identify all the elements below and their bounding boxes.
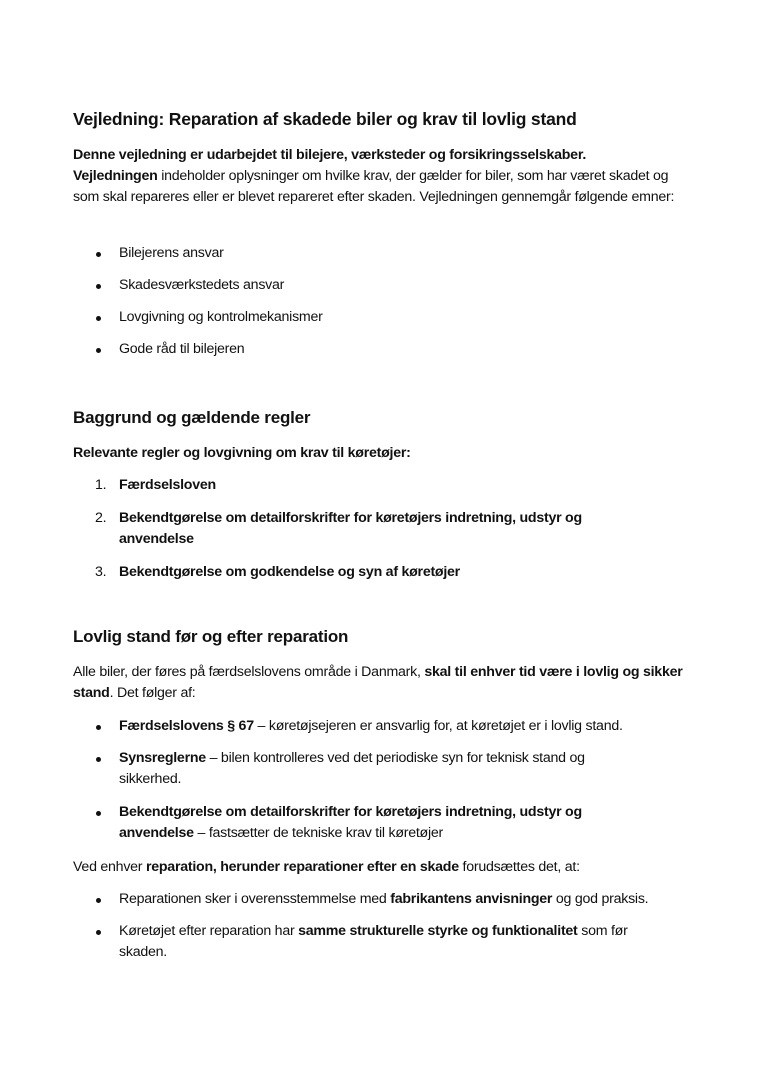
legal-paragraph: [73, 662, 688, 704]
rule-number: 1.: [95, 477, 107, 493]
source-text: [119, 748, 639, 790]
text-run-bold: skal til enhver tid være i lovlig og sikker stand: [73, 664, 683, 701]
rule-text: Bekendtgørelse om detailforskrifter for køretøjers indretning, udstyr og anvendelse: [119, 510, 582, 547]
text-run: . Det følger af:: [109, 685, 196, 701]
source-description: – bilen kontrolleres ved det periodiske syn for teknisk stand og sikkerhed.: [119, 750, 585, 787]
repair-paragraph: [73, 857, 693, 878]
source-title: Færdselslovens § 67: [119, 718, 254, 734]
text-run-bold: reparation, herunder reparationer efter en skade: [145, 859, 459, 875]
condition-text: [119, 889, 709, 910]
rule-number: 3.: [95, 564, 107, 580]
rule-text: Færdselsloven: [119, 477, 216, 493]
intro-text: indeholder oplysninger om hvilke krav, der gælder for biler, som har været skadet og som skal repareres eller er blevet repareret efter skaden. Vejledningen gennemgår følgende emner:: [73, 168, 675, 205]
text-run: Alle biler, der føres på færdselslovens område i Danmark,: [73, 664, 425, 680]
text-run-bold: fabrikantens anvisninger: [390, 891, 553, 907]
text-run: og god praksis.: [552, 891, 649, 907]
text-run: forudsættes det, at:: [458, 859, 580, 875]
rules-lead: Relevante regler og lovgivning om krav til køretøjer:: [73, 445, 411, 461]
topic-label: Gode råd til bilejeren: [119, 341, 245, 357]
source-title: Synsreglerne: [119, 750, 206, 766]
source-text: [119, 802, 629, 844]
rule-text: Bekendtgørelse om godkendelse og syn af køretøjer: [119, 564, 460, 580]
text-run: som før skaden.: [119, 923, 628, 960]
condition-text: [119, 921, 679, 963]
text-run: Køretøjet efter reparation har: [119, 923, 299, 939]
source-title: Bekendtgørelse om detailforskrifter for køretøjers indretning, udstyr og anvendelse: [119, 804, 582, 841]
source-description: – fastsætter de tekniske krav til køretøjer: [193, 825, 443, 841]
text-run: Ved enhver: [73, 859, 146, 875]
topic-label: Bilejerens ansvar: [119, 245, 224, 261]
source-description: – køretøjsejeren er ansvarlig for, at køretøjet er i lovlig stand.: [253, 718, 623, 734]
rule-number: 2.: [95, 510, 107, 526]
text-run: Reparationen sker i overensstemmelse med: [119, 891, 391, 907]
intro-bold-term: Vejledningen: [73, 168, 158, 184]
section-heading-background: Baggrund og gældende regler: [73, 408, 311, 427]
topic-label: Skadesværkstedets ansvar: [119, 277, 285, 293]
document-title: Vejledning: Reparation af skadede biler og krav til lovlig stand: [73, 109, 577, 129]
source-text: [119, 716, 694, 737]
intro-paragraph: [73, 145, 693, 208]
section-heading-legal: Lovlig stand før og efter reparation: [73, 627, 349, 646]
topic-label: Lovgivning og kontrolmekanismer: [119, 309, 323, 325]
intro-bold-line: Denne vejledning er udarbejdet til bilejere, værksteder og forsikringsselskaber.: [73, 147, 587, 163]
text-run-bold: samme strukturelle styrke og funktionalitet: [298, 923, 578, 939]
